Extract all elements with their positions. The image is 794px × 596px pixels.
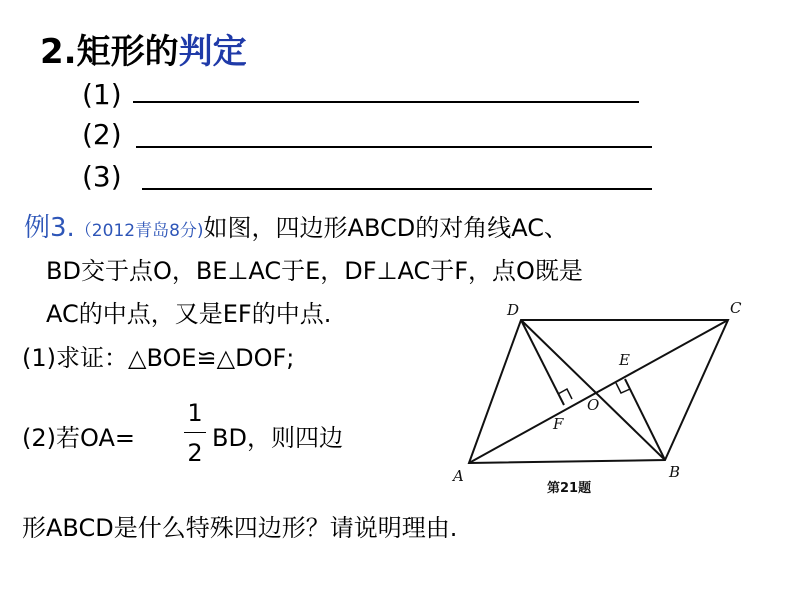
point-label-o: O xyxy=(587,396,600,414)
point-label-f: F xyxy=(553,415,564,433)
geometry-figure xyxy=(441,293,755,505)
fraction-denominator: 2 xyxy=(187,439,203,467)
question-part-2a: (2)若OA= xyxy=(22,424,135,452)
example-source: （2012青岛8分) xyxy=(74,221,204,241)
fraction-numerator: 1 xyxy=(187,399,203,427)
blank-label-2: (2) xyxy=(82,118,122,151)
parallelogram-diagram xyxy=(441,293,755,505)
fraction-bar xyxy=(184,432,206,433)
point-label-e: E xyxy=(619,351,630,369)
question-last-line: 形ABCD是什么特殊四边形？请说明理由. xyxy=(22,514,458,542)
example-text-1: 如图，四边形ABCD的对角线AC、 xyxy=(203,214,568,242)
example-label: 例3. xyxy=(24,213,75,243)
segment-df xyxy=(521,320,564,405)
blank-line-2 xyxy=(136,146,652,148)
figure-caption: 第21题 xyxy=(547,481,592,496)
question-part-1: (1)求证：△BOE≌△DOF; xyxy=(22,344,295,372)
diagonal-bd xyxy=(521,320,665,460)
point-label-c: C xyxy=(730,299,742,317)
blank-line-1 xyxy=(133,101,639,103)
heading-highlight: 判定 xyxy=(178,32,247,72)
example-line-3: AC的中点，又是EF的中点. xyxy=(46,300,332,328)
blank-label-3: (3) xyxy=(82,160,122,193)
slide-heading xyxy=(40,24,247,73)
example-line-1 xyxy=(24,208,568,251)
blank-line-3 xyxy=(142,188,652,190)
blank-label-1: (1) xyxy=(82,78,122,111)
heading-prefix: 2.矩形的 xyxy=(40,32,179,72)
point-label-d: D xyxy=(507,301,520,319)
example-line-2: BD交于点O，BE⊥AC于E，DF⊥AC于F，点O既是 xyxy=(46,257,583,285)
diagonal-ac xyxy=(469,320,728,463)
segment-be xyxy=(625,379,665,460)
question-part-2b: BD，则四边 xyxy=(212,424,343,452)
point-label-b: B xyxy=(669,463,681,481)
point-label-a: A xyxy=(453,467,464,485)
